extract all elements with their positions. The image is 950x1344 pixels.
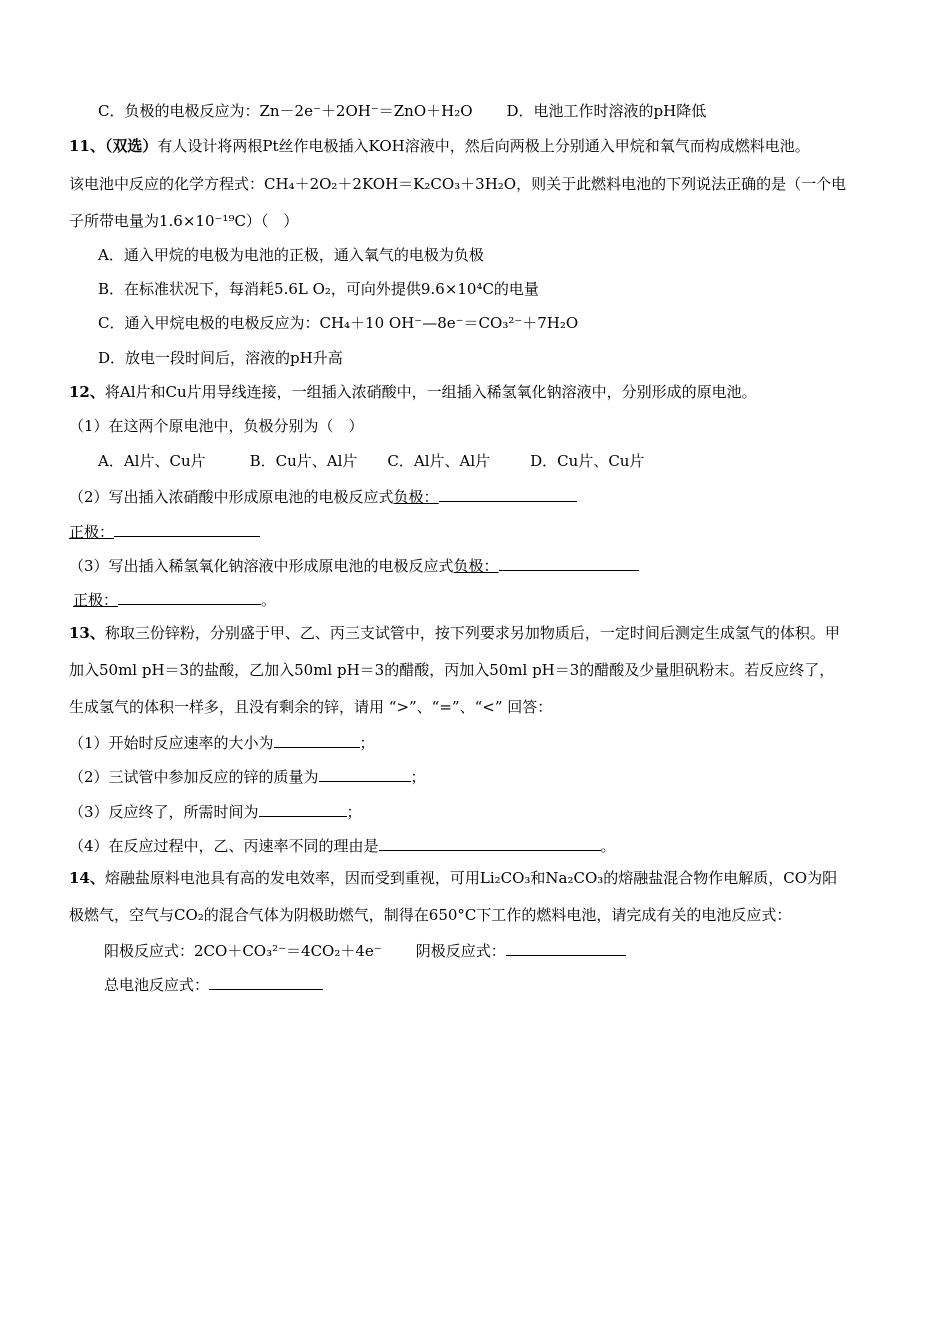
q12-option-d: D．Cu片、Cu片 [530,452,645,470]
q12-part2 [69,485,577,507]
q13-part2 [69,765,426,787]
q12-option-b: B．Cu片、Al片 [249,452,358,470]
q14-total-label: 总电池反应式： [104,976,210,994]
q11-option-a: A．通入甲烷的电极为电池的正极，通入氧气的电极为负极 [98,246,484,264]
q12-option-a: A．Al片、Cu片 [98,452,206,470]
q12-part3-pos [69,588,276,610]
q13-text1: 称取三份锌粉，分别盛于甲、乙、丙三支试管中，按下列要求另加物质后，一定时间后测定生成氢气的体积。甲 [104,624,840,642]
q14-anode: 阳极反应式：2CO＋CO₃²⁻＝4CO₂＋4e⁻ [104,942,382,960]
q11-number: 11、 [69,137,105,155]
q13-number: 13、 [69,624,105,642]
q13-part1-blank[interactable] [274,731,360,748]
q11-text1: 有人设计将两根Pt丝作电极插入KOH溶液中，然后向两极上分别通入甲烷和氧气而构成燃料电池。 [157,137,810,155]
q13-part1-semicolon: ； [359,734,375,752]
q11-option-d: D．放电一段时间后，溶液的pH升高 [98,349,343,367]
q11-stem-line1 [69,136,810,156]
q13-part2-blank[interactable] [319,765,411,782]
q10-options-cd [98,101,706,121]
q12-part2-text: （2）写出插入浓硝酸中形成原电池的电极反应式 [69,488,394,506]
q12-part3-text: （3）写出插入稀氢氧化钠溶液中形成原电池的电极反应式 [69,557,454,575]
q11-stem-line3: 子所带电量为1.6×10⁻¹⁹C）（ ） [69,212,299,230]
q12-part2-pos-label: 正极： [69,523,115,541]
q12-part3-neg-label: 负极： [453,557,499,575]
q13-part3 [69,800,362,822]
q12-part2-neg-label: 负极： [393,488,439,506]
q11-option-c: C．通入甲烷电极的电极反应为：CH₄＋10 OH⁻—8e⁻＝CO₃²⁻＋7H₂O [98,314,579,332]
q14-total-blank[interactable] [209,973,323,990]
q13-part3-text: （3）反应终了，所需时间为 [69,803,259,821]
q14-text1: 熔融盐原料电池具有高的发电效率，因而受到重视，可用Li₂CO₃和Na₂CO₃的熔融盐混合物作电解质，CO为阳 [104,869,838,887]
q13-part2-text: （2）三试管中参加反应的锌的质量为 [69,768,319,786]
q11-stem-line2: 该电池中反应的化学方程式：CH₄＋2O₂＋2KOH＝K₂CO₃＋3H₂O，则关于此燃料电池的下列说法正确的是（一个电 [69,175,847,193]
q12-part3-pos-label: 正极： [73,591,119,609]
q14-stem-line1 [69,868,837,888]
q12-number: 12、 [69,383,105,401]
q11-tag: （双选） [104,137,158,155]
q12-part3 [69,554,639,576]
q12-text: 将Al片和Cu片用导线连接，一组插入浓硝酸中，一组插入稀氢氧化钠溶液中，分别形成的原电池。 [104,383,757,401]
q13-part3-blank[interactable] [259,800,347,817]
q14-total [104,973,323,995]
q14-cathode-blank[interactable] [506,939,626,956]
q13-part4 [69,834,616,856]
q13-stem-line1 [69,623,840,643]
q12-part2-pos-blank[interactable] [114,520,260,537]
q13-part1 [69,731,375,753]
q13-stem-line3: 生成氢气的体积一样多，且没有剩余的锌，请用 “>”、“=”、“<” 回答： [69,698,553,716]
q12-options [98,451,644,471]
q13-part2-semicolon: ； [410,768,426,786]
q12-stem [69,382,757,402]
q12-part3-neg-blank[interactable] [499,554,639,571]
q13-part3-semicolon: ； [346,803,362,821]
q13-stem-line2: 加入50ml pH＝3的盐酸，乙加入50ml pH＝3的醋酸，丙加入50ml pH＝3的醋酸及少量胆矾粉末。若反应终了， [69,661,835,679]
q12-part2-neg-blank[interactable] [439,485,577,502]
q12-part2-pos [69,520,260,542]
q13-part4-blank[interactable] [379,834,601,851]
q14-number: 14、 [69,869,105,887]
q12-part3-pos-blank[interactable] [118,588,261,605]
q11-option-b: B．在标准状况下，每消耗5.6L O₂，可向外提供9.6×10⁴C的电量 [98,280,539,298]
q10-option-d: D．电池工作时溶液的pH降低 [506,102,707,120]
q14-stem-line2: 极燃气，空气与CO₂的混合气体为阴极助燃气，制得在650°C下工作的燃料电池，请完成有关的电池反应式： [69,906,792,924]
q14-reactions [104,939,626,961]
q13-part4-text: （4）在反应过程中，乙、丙速率不同的理由是 [69,837,379,855]
q13-part1-text: （1）开始时反应速率的大小为 [69,734,274,752]
q12-option-c: C．Al片、Al片 [387,452,491,470]
q12-part3-end: 。 [261,591,277,609]
q12-part1: （1）在这两个原电池中，负极分别为（ ） [69,417,364,435]
q10-option-c: C．负极的电极反应为：Zn－2e⁻＋2OH⁻＝ZnO＋H₂O [98,102,473,120]
q14-cathode-label: 阴极反应式： [415,942,506,960]
q13-part4-end: 。 [600,837,616,855]
